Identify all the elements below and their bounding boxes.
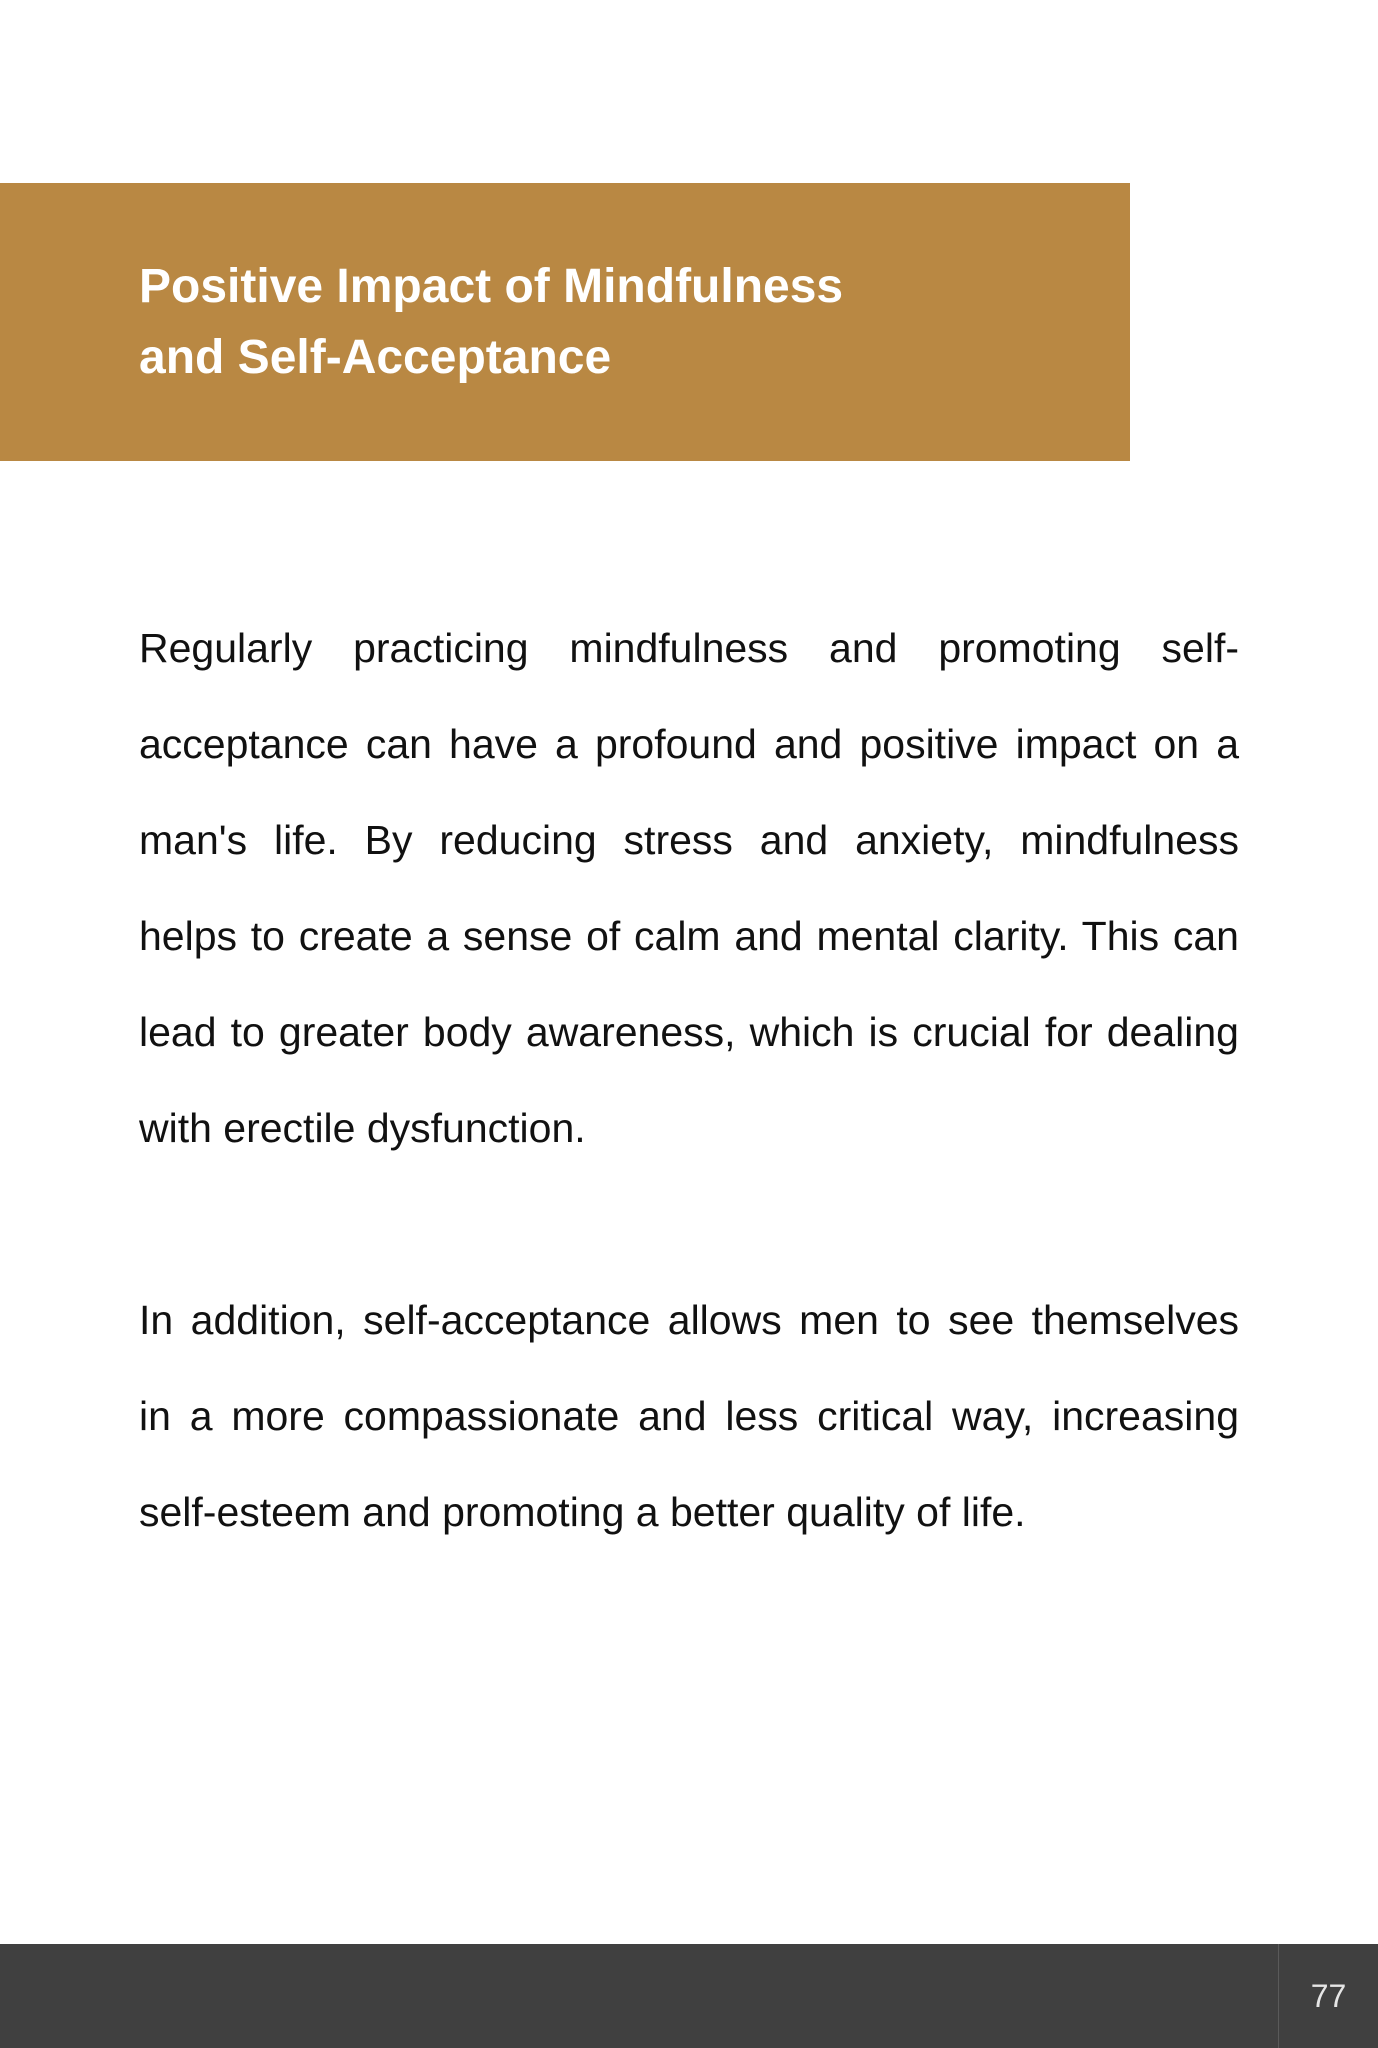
page-title-line-2: and Self-Acceptance (139, 331, 612, 384)
page-number: 77 (1310, 1977, 1347, 2014)
page-number-box (1278, 1944, 1378, 2048)
body-content (139, 600, 1239, 1560)
page-title-line-1: Positive Impact of Mindfulness (139, 260, 844, 313)
body-paragraph-1: Regularly practicing mindfulness and promoting self-acceptance can have a profound and positive impact on a man's life. By reducing stress and anxiety, mindfulness helps to create a sense of calm and mental clarity. This can lead to greater body awareness, which is crucial for dealing with erectile dysfunction. (139, 625, 1239, 1151)
footer-bar (0, 1944, 1378, 2048)
body-paragraph-2: In addition, self-acceptance allows men to see themselves in a more compassionate and less critical way, increasing self-esteem and promoting a better quality of life. (139, 1297, 1239, 1535)
title-banner (0, 183, 1130, 461)
